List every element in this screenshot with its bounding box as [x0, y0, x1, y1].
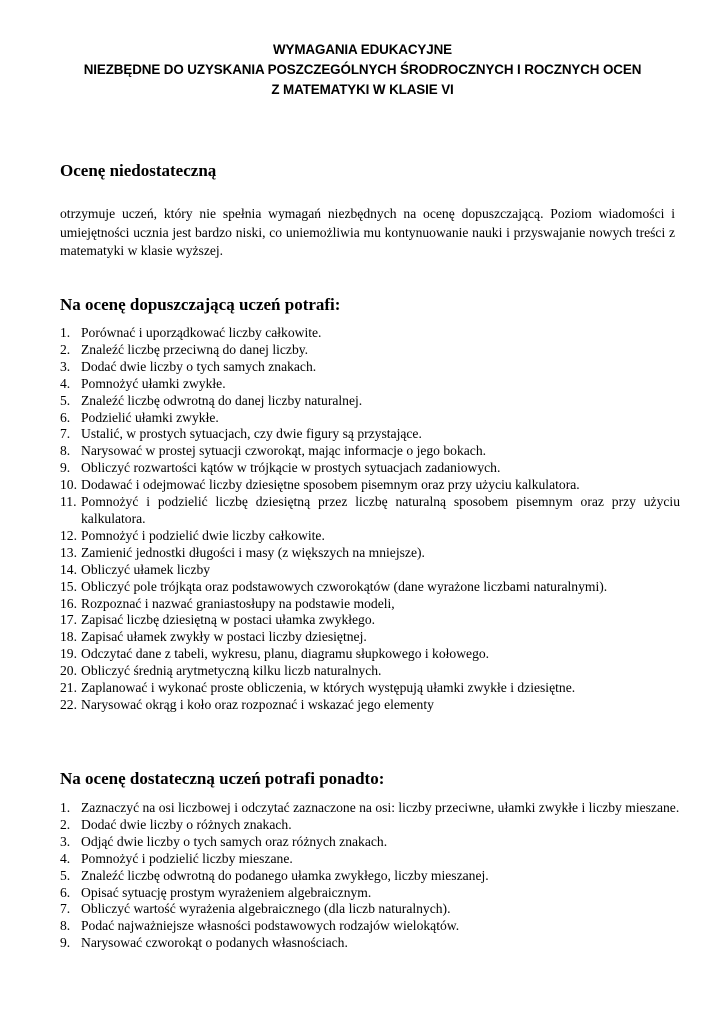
list-item — [60, 697, 680, 714]
list-item-number: 7. — [60, 901, 71, 917]
list-item-number: 3. — [60, 358, 71, 374]
list-item-text: Znaleźć liczbę odwrotną do danej liczby naturalnej. — [81, 392, 363, 408]
list-item — [60, 359, 680, 376]
list-item-text: Zaznaczyć na osi liczbowej i odczytać zaznaczone na osi: liczby przeciwne, ułamki zwykłe i liczby mieszane. — [81, 800, 680, 815]
list-item — [60, 494, 680, 528]
list-item-text: Pomnożyć ułamki zwykłe. — [81, 375, 226, 391]
list-item-text: Zapisać ułamek zwykły w postaci liczby dziesiętnej. — [81, 629, 367, 645]
list-item-text: Rozpoznać i nazwać graniastosłupy na podstawie modeli, — [81, 595, 395, 611]
list-item-number: 4. — [60, 850, 71, 866]
list-item — [60, 545, 680, 562]
list-item-number: 7. — [60, 426, 71, 442]
list-item-text: Dodać dwie liczby o tych samych znakach. — [81, 358, 317, 374]
paragraph-insufficient: otrzymuje uczeń, który nie spełnia wymagań niezbędnych na ocenę dopuszczającą. Poziom wiadomości i umiejętności ucznia jest bardzo niski, co uniemożliwia mu kontynuowanie nauki i przyswajanie nowych treści z matematyki w klasie wyższej. — [60, 206, 675, 258]
list-item-text: Obliczyć ułamek liczby — [81, 561, 211, 577]
list-item-text: Zamienić jednostki długości i masy (z większych na mniejsze). — [81, 544, 425, 560]
list-item — [60, 460, 680, 477]
list-item-number: 9. — [60, 460, 71, 476]
list-item-text: Podać najważniejsze własności podstawowych rodzajów wielokątów. — [81, 918, 460, 934]
title-line-2: NIEZBĘDNE DO UZYSKANIA POSZCZEGÓLNYCH ŚRODROCZNYCH I ROCZNYCH OCEN — [83, 62, 642, 77]
list-item — [60, 410, 680, 427]
list-item — [60, 393, 680, 410]
list-item-number: 17. — [60, 612, 77, 628]
list-item-number: 14. — [60, 561, 77, 577]
heading-sufficient: Na ocenę dopuszczającą uczeń potrafi: — [60, 295, 341, 314]
list-item-text: Odczytać dane z tabeli, wykresu, planu, diagramu słupkowego i kołowego. — [81, 646, 490, 662]
document-title — [0, 40, 725, 100]
list-item — [60, 918, 680, 935]
sufficient-requirements-list — [60, 325, 680, 714]
list-item — [60, 596, 680, 613]
heading-satisfactory: Na ocenę dostateczną uczeń potrafi ponadto: — [60, 769, 385, 788]
list-item — [60, 443, 680, 460]
list-item-text: Ustalić, w prostych sytuacjach, czy dwie figury są przystające. — [81, 426, 422, 442]
list-item — [60, 477, 680, 494]
list-item — [60, 376, 680, 393]
list-item — [60, 851, 680, 868]
heading-insufficient: Ocenę niedostateczną — [60, 161, 217, 180]
list-item-number: 18. — [60, 629, 77, 645]
list-item-text: Opisać sytuację prostym wyrażeniem algebraicznym. — [81, 884, 372, 900]
list-item — [60, 562, 680, 579]
list-item — [60, 935, 680, 952]
list-item — [60, 528, 680, 545]
list-item — [60, 646, 680, 663]
list-item-text: Obliczyć rozwartości kątów w trójkącie w prostych sytuacjach zadaniowych. — [81, 460, 501, 476]
list-item-number: 3. — [60, 833, 71, 849]
list-item-text: Pomnożyć i podzielić liczby mieszane. — [81, 850, 293, 866]
list-item — [60, 885, 680, 902]
list-item-text: Odjąć dwie liczby o tych samych oraz różnych znakach. — [81, 833, 388, 849]
list-item — [60, 325, 680, 342]
list-item-number: 1. — [60, 800, 71, 815]
satisfactory-requirements-list — [60, 800, 680, 952]
list-item — [60, 834, 680, 851]
title-line-3: Z MATEMATYKI W KLASIE VI — [271, 82, 454, 97]
list-item-number: 13. — [60, 544, 77, 560]
list-item — [60, 817, 680, 834]
list-item — [60, 800, 680, 817]
list-item-text: Obliczyć pole trójkąta oraz podstawowych czworokątów (dane wyrażone liczbami naturalnymi). — [81, 578, 608, 594]
list-item-number: 20. — [60, 663, 77, 679]
list-item-number: 8. — [60, 443, 71, 459]
list-item-number: 15. — [60, 578, 77, 594]
list-item-number: 8. — [60, 918, 71, 934]
list-item-text: Porównać i uporządkować liczby całkowite. — [81, 325, 322, 340]
list-item-number: 10. — [60, 477, 77, 493]
list-item-number: 12. — [60, 527, 77, 543]
list-item-number: 16. — [60, 595, 77, 611]
list-item-text: Obliczyć wartość wyrażenia algebraicznego (dla liczb naturalnych). — [81, 901, 451, 917]
list-item-text: Pomnożyć i podzielić dwie liczby całkowite. — [81, 527, 325, 543]
list-item — [60, 663, 680, 680]
list-item-text: Narysować okrąg i koło oraz rozpoznać i wskazać jego elementy — [81, 696, 434, 712]
list-item-number: 5. — [60, 392, 71, 408]
list-item — [60, 342, 680, 359]
list-item-text: Obliczyć średnią arytmetyczną kilku liczb naturalnych. — [81, 663, 382, 679]
list-item-number: 11. — [60, 494, 77, 510]
list-item — [60, 426, 680, 443]
list-item-text: Zapisać liczbę dziesiętną w postaci ułamka zwykłego. — [81, 612, 376, 628]
list-item-number: 22. — [60, 696, 77, 712]
list-item-text: Narysować w prostej sytuacji czworokąt, mając informacje o jego bokach. — [81, 443, 487, 459]
list-item — [60, 629, 680, 646]
list-item-text: Narysować czworokąt o podanych własnościach. — [81, 935, 348, 951]
list-item-text: Zaplanować i wykonać proste obliczenia, w których występują ułamki zwykłe i dziesiętne. — [81, 680, 576, 696]
list-item-number: 19. — [60, 646, 77, 662]
list-item-number: 21. — [60, 680, 77, 696]
list-item-number: 6. — [60, 409, 71, 425]
list-item-number: 4. — [60, 375, 71, 391]
list-item-text: Dodawać i odejmować liczby dziesiętne sposobem pisemnym oraz przy użyciu kalkulatora. — [81, 477, 580, 493]
list-item-number: 9. — [60, 935, 71, 951]
list-item-text: Dodać dwie liczby o różnych znakach. — [81, 816, 292, 832]
list-item — [60, 901, 680, 918]
list-item-number: 5. — [60, 867, 71, 883]
list-item — [60, 868, 680, 885]
list-item — [60, 612, 680, 629]
list-item-text: Podzielić ułamki zwykłe. — [81, 409, 219, 425]
list-item-number: 6. — [60, 884, 71, 900]
list-item-text: Znaleźć liczbę przeciwną do danej liczby. — [81, 341, 309, 357]
title-line-1: WYMAGANIA EDUKACYJNE — [272, 42, 453, 57]
list-item-text: Pomnożyć i podzielić liczbę dziesiętną przez liczbę naturalną sposobem pisemnym oraz przy użyciu kalkulatora. — [81, 494, 680, 526]
list-item-number: 2. — [60, 341, 71, 357]
list-item-number: 1. — [60, 325, 71, 340]
list-item — [60, 680, 680, 697]
list-item — [60, 579, 680, 596]
list-item-text: Znaleźć liczbę odwrotną do podanego ułamka zwykłego, liczby mieszanej. — [81, 867, 489, 883]
list-item-number: 2. — [60, 816, 71, 832]
